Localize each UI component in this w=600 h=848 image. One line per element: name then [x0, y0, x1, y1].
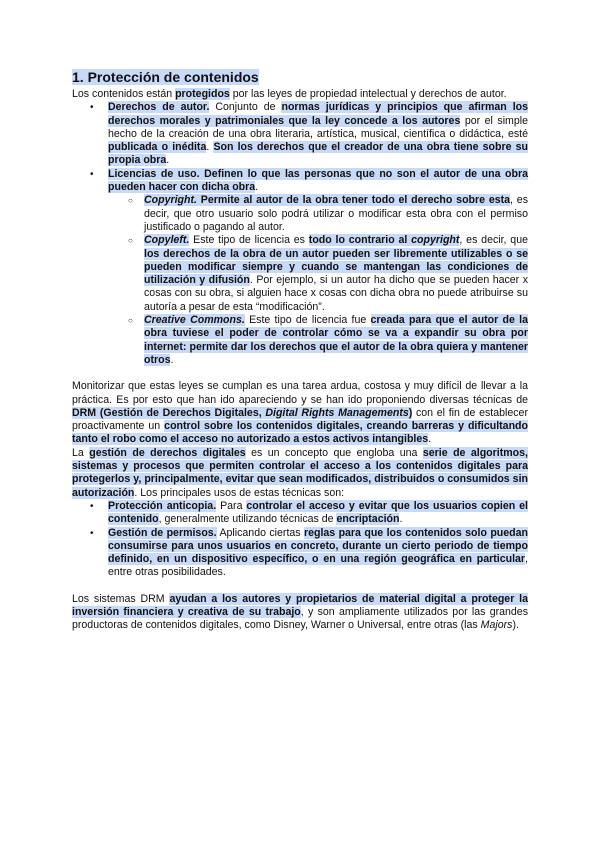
text-span: Los contenidos están: [72, 88, 176, 100]
term-label: Creative Commons.: [144, 314, 245, 327]
highlight-span: DRM (Gestión de Derechos Digitales,: [72, 406, 266, 419]
text-span: con el fin de establecer proactivamente un: [72, 406, 528, 433]
term-label: Licencias de uso.: [108, 167, 200, 180]
text-span: La: [72, 446, 90, 459]
list-item-derechos-autor: [72, 101, 528, 167]
highlight-span: gestión de derechos digitales: [89, 446, 246, 459]
text-span: es un concepto que engloba una: [245, 446, 423, 459]
highlight-span: ): [408, 406, 413, 419]
highlight-span: creada para que el autor de la obra tuviese el poder de controlar cómo se va a expandir su obra por internet: permite dar los derechos que el autor de la obra quiera y mantener otros: [144, 314, 528, 366]
highlight-span: protegidos: [175, 88, 230, 100]
drm-paragraph: [72, 380, 528, 446]
section-heading: [72, 68, 528, 86]
term-label: Derechos de autor.: [108, 101, 210, 114]
highlight-span: encriptación: [336, 513, 400, 526]
term-label: Protección anticopia.: [108, 499, 217, 512]
highlight-span: todo lo contrario al: [308, 234, 412, 247]
text-span: ).: [512, 619, 519, 632]
list-item-copyright: [108, 194, 528, 234]
highlight-span: los derechos de la obra de un autor pueden ser libremente utilizables o se pueden modificar siempre y cuando se mantengan las condiciones de utilización y difusión: [144, 247, 528, 287]
text-span: , y son ampliamente utilizados por las grandes productoras de contenidos digitales, como Disney, Warner o Universal, entre otras (las: [72, 605, 528, 632]
license-sublist: [108, 194, 528, 367]
highlight-span: publicada o inédita: [108, 141, 207, 154]
text-span: , es decir, que otro usuario solo podrá utilizar o modificar esta obra con el permiso justificado o pagando al autor.: [144, 194, 528, 233]
text-span: Majors: [480, 619, 513, 632]
list-item-licencias: [72, 168, 528, 367]
list-item-permisos: [72, 527, 528, 580]
text-span: Monitorizar que estas leyes se cumplan es una tarea ardua, costosa y muy difícil de llevar a la práctica. Es por esto que han ido apareciendo y se han ido proponiendo diversas técnicas de: [72, 380, 528, 406]
text-span: Este tipo de licencia fue: [244, 314, 371, 327]
text-span: , es decir, que: [459, 234, 528, 247]
text-span: . Por ejemplo, si un autor ha dicho que se pueden hacer x cosas con su obra, si alguien hace x cosas con dicha obra no puede atribuirse su autoría a pesar de esta “modificación”.: [144, 274, 528, 313]
highlight-span: Definen lo que las personas que no son el autor de una obra pueden hacer con dicha obra: [108, 167, 528, 194]
highlight-span: reglas para que los contenidos solo puedan consumirse para unos usuarios en concreto, durante un cierto periodo de tiempo definido, en un dispositivo específico, o en una región geográfica en particular: [108, 526, 528, 566]
list-item-anticopia: [72, 500, 528, 527]
intro-paragraph: [72, 88, 528, 101]
highlight-span: Digital Rights Managements: [265, 406, 409, 419]
list-item-copyleft: [108, 234, 528, 314]
text-span: Los sistemas DRM: [72, 592, 170, 605]
text-span: .: [206, 141, 214, 154]
highlight-span: control sobre los contenidos digitales, creando barreras y dificultando tanto el robo como el acceso no autorizado a estos activos intangibles: [72, 420, 528, 446]
text-span: .: [399, 513, 403, 526]
uses-list: [72, 500, 528, 580]
highlight-span: ayudan a los autores y propietarios de material digital a proteger la inversión financiera y creativa de su trabajo: [72, 592, 528, 618]
text-span: .: [170, 353, 174, 366]
text-span: . Los principales usos de estas técnicas son:: [134, 486, 345, 499]
gestion-paragraph: [72, 447, 528, 500]
highlight-span: Permite al autor de la obra tener todo el derecho sobre esta: [196, 194, 511, 207]
text-span: , entre otras posibilidades.: [108, 553, 528, 579]
term-label: Copyright.: [144, 194, 197, 207]
text-span: .: [255, 181, 259, 194]
text-span: por el simple hecho de la creación de una obra literaria, artística, musical, científica o didáctica, esté: [108, 114, 529, 140]
text-span: , generalmente utilizando técnicas de: [158, 513, 337, 526]
highlight-span: normas jurídicas y principios que afirman los derechos morales y patrimoniales que la ley concede a los autores: [108, 101, 528, 127]
drm-systems-paragraph: [72, 593, 528, 633]
term-label: Copyleft.: [144, 234, 190, 247]
text-span: Conjunto de: [209, 101, 282, 114]
text-span: Aplicando ciertas: [216, 526, 304, 539]
text-span: Para: [216, 499, 247, 512]
text-span: .: [166, 154, 170, 167]
rights-list: [72, 101, 528, 367]
text-span: Este tipo de licencia es: [189, 234, 309, 247]
highlight-span: Son los derechos que el creador de una obra tiene sobre su propia obra: [108, 141, 529, 167]
highlight-span: copyright: [411, 234, 460, 247]
section-heading-text: 1. Protección de contenidos: [72, 69, 259, 85]
list-item-creative-commons: [108, 314, 528, 367]
text-span: por las leyes de propiedad intelectual y derechos de autor.: [229, 88, 507, 100]
highlight-span: serie de algoritmos, sistemas y procesos que permiten controlar el acceso a los contenidos digitales para protegerlos y, principalmente, evitar que sean modificados, distribuidos o consumidos sin autorización: [72, 446, 528, 499]
text-span: .: [428, 433, 432, 446]
document-page: [72, 68, 528, 633]
highlight-span: controlar el acceso y evitar que los usuarios copien el contenido: [108, 499, 528, 526]
term-label: Gestión de permisos.: [108, 526, 217, 539]
